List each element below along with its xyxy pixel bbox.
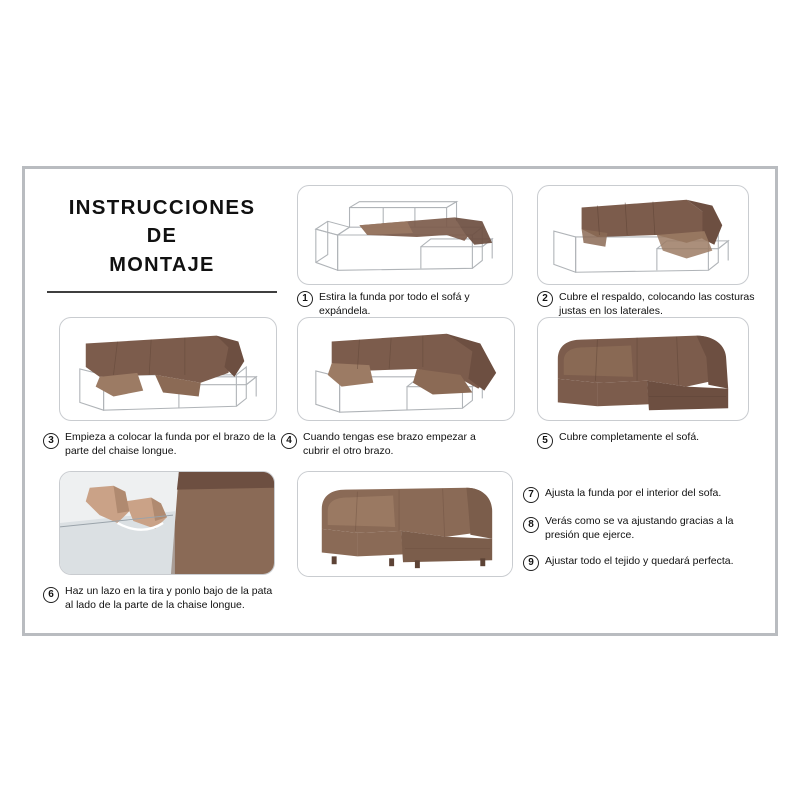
steps-789-illustration — [297, 471, 513, 577]
step-3-illustration — [59, 317, 277, 421]
sofa-cover-chaise-arm-icon — [60, 318, 276, 420]
step-4-caption: Cuando tengas ese brazo empezar a cubrir el otro brazo. — [303, 431, 476, 457]
step-6-number: 6 — [43, 587, 59, 603]
title-divider — [47, 291, 277, 293]
sofa-cover-other-arm-icon — [298, 318, 514, 420]
step-8-caption: Verás como se va ajustando gracias a la presión que ejerce. — [545, 515, 734, 541]
step-2-number: 2 — [537, 291, 553, 307]
step-5-number: 5 — [537, 433, 553, 449]
step-2-caption: Cubre el respaldo, colocando las costuras justas en los laterales. — [559, 291, 755, 317]
step-1-number: 1 — [297, 291, 313, 307]
step-9-number: 9 — [523, 555, 539, 571]
step-4-number: 4 — [281, 433, 297, 449]
step-7-number: 7 — [523, 487, 539, 503]
step-3-number: 3 — [43, 433, 59, 449]
sofa-cover-backrest-icon — [538, 186, 748, 284]
instruction-sheet — [22, 166, 778, 636]
step-4-illustration — [297, 317, 515, 421]
step-3-caption: Empieza a colocar la funda por el brazo de la parte del chaise longue. — [65, 431, 276, 457]
step-1-caption: Estira la funda por todo el sofá y expándela. — [319, 291, 470, 317]
sofa-fully-covered-icon — [538, 318, 748, 420]
step-2-illustration — [537, 185, 749, 285]
step-7-caption: Ajusta la funda por el interior del sofa. — [545, 487, 722, 499]
finished-sofa-photo-icon — [298, 472, 512, 576]
step-8-number: 8 — [523, 517, 539, 533]
step-6-illustration — [59, 471, 275, 575]
step-5-illustration — [537, 317, 749, 421]
sofa-stretch-cover-icon — [298, 186, 512, 284]
title-line-1: INSTRUCCIONES — [68, 196, 256, 219]
step-6-caption: Haz un lazo en la tira y ponlo bajo de la pata al lado de la parte de la chaise longue. — [65, 585, 273, 611]
title-line-2: DE — [146, 225, 178, 248]
step-5-caption: Cubre completamente el sofá. — [559, 431, 700, 443]
step-1-illustration — [297, 185, 513, 285]
hands-tying-strap-photo-icon — [60, 472, 274, 574]
step-9-caption: Ajustar todo el tejido y quedará perfecta. — [545, 555, 734, 567]
title-line-3: MONTAJE — [109, 253, 215, 276]
page-title — [47, 193, 277, 293]
